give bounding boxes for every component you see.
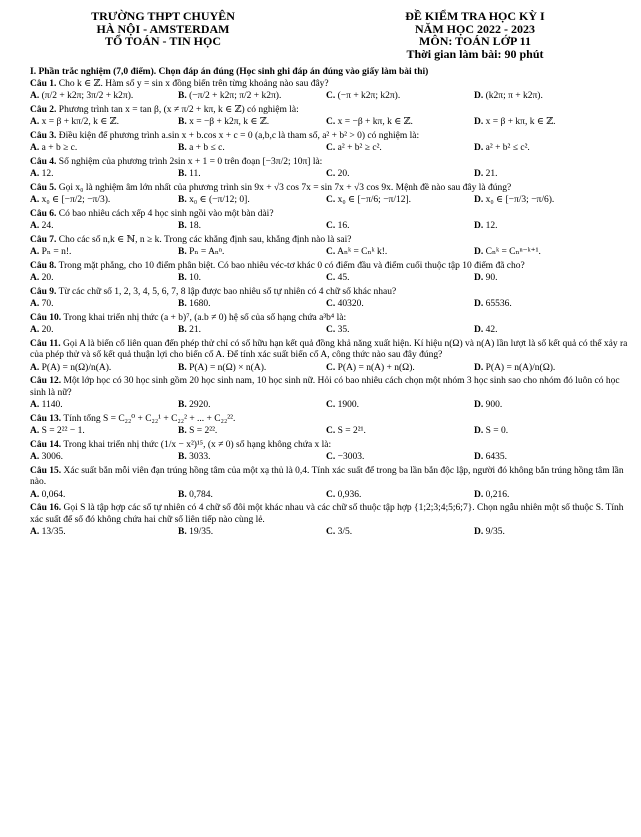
option-letter: B. [178, 400, 187, 410]
answer-option [474, 527, 622, 539]
answer-option [178, 325, 326, 337]
option-text: 20. [337, 169, 350, 179]
answer-option [326, 247, 474, 259]
option-text: 0,936. [337, 489, 362, 500]
option-text: a + b ≤ c. [189, 143, 225, 153]
option-letter: B. [178, 195, 187, 205]
answer-option [30, 452, 178, 464]
answer-option [326, 363, 474, 375]
option-text: P(A) = n(Ω) × n(A). [189, 362, 267, 373]
option-text: a² + b² ≥ c². [337, 143, 382, 153]
option-text: x₀ ∈ [−π/6; −π/12]. [337, 195, 412, 205]
question-number: Câu 4. [30, 156, 57, 167]
answer-option [178, 273, 326, 285]
option-letter: B. [178, 221, 187, 231]
question-number: Câu 8. [30, 260, 57, 271]
question-text: Một lớp học có 30 học sinh gồm 20 học sinh nam, 10 học sinh nữ. Hỏi có bao nhiêu cách chọn một nhóm 3 học sinh sao cho nhóm đó luôn có học sinh là nữ? [30, 376, 620, 398]
option-letter: C. [326, 195, 336, 205]
question-number: Câu 10. [30, 312, 62, 323]
option-letter: C. [326, 221, 336, 231]
option-letter: D. [474, 221, 484, 231]
answer-option [30, 299, 178, 311]
question [30, 414, 630, 438]
school-block [38, 10, 288, 48]
option-letter: D. [474, 143, 484, 153]
option-letter: A. [30, 273, 40, 283]
school-line-3: TỔ TOÁN - TIN HỌC [104, 34, 222, 48]
option-text: x₀ ∈ [−π/2; −π/3). [41, 195, 111, 205]
answer-option [326, 325, 474, 337]
answer-option [474, 247, 622, 259]
option-letter: C. [326, 299, 336, 309]
option-letter: A. [30, 362, 40, 373]
exam-content [30, 67, 630, 541]
answer-option [178, 527, 326, 539]
question [30, 466, 630, 502]
question-number: Câu 16. [30, 503, 62, 513]
option-text: 1140. [41, 400, 63, 410]
question [30, 287, 630, 311]
option-text: S = 0. [485, 426, 509, 436]
option-text: P(A) = n(Ω)/n(A). [41, 362, 112, 373]
option-letter: D. [474, 527, 484, 537]
option-letter: D. [474, 195, 484, 205]
option-text: 42. [485, 325, 498, 335]
option-text: 35. [337, 325, 350, 335]
question [30, 376, 630, 412]
answer-option [326, 221, 474, 233]
option-text: 0,064. [41, 489, 66, 500]
option-text: 0,784. [189, 489, 213, 500]
option-text: 20. [41, 273, 54, 283]
question-number: Câu 3. [30, 130, 57, 141]
answer-option [30, 363, 178, 375]
option-text: x = β + kπ, k ∈ ℤ. [485, 117, 556, 127]
option-text: (−π/2 + k2π; π/2 + k2π). [189, 91, 282, 101]
question-text: Tính tổng S = C₂₂⁰ + C₂₂¹ + C₂₂² + ... + C₂₂²². [63, 413, 236, 424]
answer-options [30, 325, 630, 337]
question-text: Trong mặt phẳng, cho 10 điểm phân biệt. Có bao nhiêu véc-tơ khác 0 có điểm đầu và điểm cuối thuộc tập 10 điểm đã cho? [58, 260, 525, 271]
option-text: Aₙᵏ = Cₙᵏ k!. [337, 247, 388, 257]
exam-header [0, 10, 641, 70]
question [30, 157, 630, 181]
question [30, 79, 630, 103]
answer-options [30, 299, 630, 311]
answer-option [178, 117, 326, 129]
answer-option [30, 490, 178, 502]
answer-option [474, 273, 622, 285]
answer-options [30, 117, 630, 129]
option-text: 11. [189, 169, 201, 179]
answer-option [326, 169, 474, 181]
answer-option [326, 143, 474, 155]
option-letter: B. [178, 325, 187, 335]
question-number: Câu 12. [30, 376, 62, 386]
question-number: Câu 14. [30, 439, 62, 450]
option-letter: D. [474, 452, 484, 462]
option-letter: C. [326, 91, 336, 101]
option-letter: A. [30, 527, 40, 537]
option-text: x₀ ∈ [−π/3; −π/6). [485, 195, 555, 205]
question-text: Số nghiệm của phương trình 2sin x + 1 = 0 trên đoạn [−3π/2; 10π] là: [58, 156, 323, 167]
option-letter: A. [30, 169, 40, 179]
answer-option [30, 91, 178, 103]
option-text: (−π + k2π; k2π). [337, 91, 401, 101]
option-text: 18. [189, 221, 201, 231]
option-text: 24. [41, 221, 54, 231]
answer-option [474, 299, 622, 311]
option-letter: C. [326, 325, 336, 335]
answer-option [326, 117, 474, 129]
option-letter: A. [30, 247, 40, 257]
question-text: Trong khai triển nhị thức (a + b)⁷, (a.b ≠ 0) hệ số của số hạng chứa a³b⁴ là: [63, 312, 347, 323]
option-text: P(A) = n(A)/n(Ω). [485, 362, 556, 373]
option-text: 1900. [337, 400, 359, 410]
question-text: Điều kiện để phương trình a.sin x + b.cos x + c = 0 (a,b,c là tham số, a² + b² > 0) có nghiệm là: [58, 130, 420, 141]
answer-option [326, 490, 474, 502]
answer-option [30, 273, 178, 285]
answer-option [326, 400, 474, 412]
option-text: 6435. [485, 452, 507, 462]
answer-options [30, 221, 630, 233]
option-letter: B. [178, 489, 187, 500]
option-text: 9/35. [485, 527, 505, 537]
answer-option [178, 247, 326, 259]
answer-options [30, 490, 630, 502]
answer-option [30, 195, 178, 207]
option-letter: D. [474, 489, 484, 500]
section-title: I. Phần trắc nghiệm (7,0 điểm). Chọn đáp án đúng (Học sinh ghi đáp án đúng vào giấy làm bài thi) [30, 67, 429, 77]
answer-option [474, 400, 622, 412]
answer-options [30, 426, 630, 438]
question-text: Có bao nhiêu cách xếp 4 học sinh ngồi vào một bàn dài? [58, 208, 274, 219]
option-letter: A. [30, 452, 40, 462]
answer-option [30, 400, 178, 412]
option-text: 19/35. [189, 527, 214, 537]
option-text: Cₙᵏ = Cₙⁿ⁻ᵏ⁺¹. [485, 247, 541, 257]
option-letter: C. [326, 247, 336, 257]
option-text: 900. [485, 400, 503, 410]
option-text: 3033. [189, 452, 211, 462]
option-letter: C. [326, 452, 336, 462]
option-letter: C. [326, 362, 336, 373]
option-text: 20. [41, 325, 54, 335]
question-list [30, 79, 630, 539]
option-letter: B. [178, 91, 187, 101]
option-letter: C. [326, 426, 336, 436]
option-text: a + b ≥ c. [41, 143, 78, 153]
answer-option [30, 143, 178, 155]
option-letter: D. [474, 91, 484, 101]
answer-options [30, 195, 630, 207]
answer-option [30, 426, 178, 438]
question [30, 339, 630, 375]
answer-option [30, 117, 178, 129]
question [30, 105, 630, 129]
option-text: 2920. [189, 400, 211, 410]
school-line-2: HÀ NỘI - AMSTERDAM [96, 21, 230, 36]
option-letter: B. [178, 527, 187, 537]
option-letter: D. [474, 273, 484, 283]
school-year: NĂM HỌC 2022 - 2023 [415, 21, 535, 36]
answer-option [178, 143, 326, 155]
option-text: 0,216. [485, 489, 510, 500]
answer-option [178, 299, 326, 311]
option-letter: A. [30, 325, 40, 335]
option-text: 16. [337, 221, 350, 231]
answer-option [326, 426, 474, 438]
question-number: Câu 6. [30, 208, 57, 219]
option-text: 13/35. [41, 527, 66, 537]
exam-info-block [330, 10, 620, 60]
option-letter: D. [474, 299, 484, 309]
option-text: x = −β + k2π, k ∈ ℤ. [189, 117, 270, 127]
option-text: x = −β + kπ, k ∈ ℤ. [337, 117, 413, 127]
option-letter: B. [178, 452, 187, 462]
option-text: Pₙ = n!. [41, 247, 72, 257]
answer-options [30, 452, 630, 464]
option-letter: C. [326, 143, 336, 153]
question-number: Câu 13. [30, 413, 62, 424]
option-letter: D. [474, 169, 484, 179]
option-text: (π/2 + k2π; 3π/2 + k2π). [41, 91, 134, 101]
option-letter: B. [178, 247, 187, 257]
option-letter: C. [326, 489, 336, 500]
answer-option [30, 221, 178, 233]
question-text: Phương trình tan x = tan β, (x ≠ π/2 + kπ, k ∈ ℤ) có nghiệm là: [58, 104, 299, 115]
option-letter: A. [30, 91, 40, 101]
question-number: Câu 2. [30, 104, 57, 115]
question [30, 313, 630, 337]
answer-option [326, 273, 474, 285]
answer-option [178, 91, 326, 103]
option-letter: C. [326, 117, 336, 127]
question-text: Cho các số n,k ∈ ℕ, n ≥ k. Trong các khẳng định sau, khẳng định nào là sai? [58, 234, 352, 245]
answer-option [178, 221, 326, 233]
answer-option [474, 143, 622, 155]
option-letter: B. [178, 273, 187, 283]
question-text: Gọi S là tập hợp các số tự nhiên có 4 chữ số đôi một khác nhau và các chữ số thuộc tập hợp {1;2;3;4;5;6;7}. Chọn ngẫu nhiên một số thuộc S. Tính xác suất để số đó không chứa hai chữ số liên tiếp nào cùng lẻ. [30, 503, 624, 525]
option-text: 3/5. [337, 527, 353, 537]
subject: MÔN: TOÁN LỚP 11 [419, 34, 531, 48]
option-letter: B. [178, 426, 187, 436]
answer-option [474, 426, 622, 438]
answer-option [474, 169, 622, 181]
question-text: Gọi x₀ là nghiệm âm lớn nhất của phương trình sin 9x + √3 cos 7x = sin 7x + √3 cos 9x. Mệnh đề nào sau đây là đúng? [58, 182, 512, 193]
answer-options [30, 91, 630, 103]
option-letter: A. [30, 489, 40, 500]
answer-option [30, 325, 178, 337]
answer-option [474, 221, 622, 233]
answer-option [326, 452, 474, 464]
option-letter: A. [30, 195, 40, 205]
option-text: 40320. [337, 299, 364, 309]
option-text: Pₙ = Aₙⁿ. [189, 247, 225, 257]
option-letter: B. [178, 117, 187, 127]
option-letter: A. [30, 143, 40, 153]
answer-options [30, 247, 630, 259]
option-text: x = β + kπ/2, k ∈ ℤ. [41, 117, 119, 127]
question-text: Xác suất bắn mỗi viên đạn trúng hồng tâm của một xạ thủ là 0,4. Tính xác suất để trong ba lần bắn độc lập, người đó không bắn trúng hồng tâm lần nào. [30, 465, 624, 487]
answer-option [178, 363, 326, 375]
school-line-1: TRƯỜNG THPT CHUYÊN [91, 9, 235, 23]
answer-option [474, 117, 622, 129]
answer-option [178, 195, 326, 207]
answer-option [30, 527, 178, 539]
option-text: a² + b² ≤ c². [485, 143, 530, 153]
option-text: 65536. [485, 299, 512, 309]
answer-option [326, 195, 474, 207]
question-text: Từ các chữ số 1, 2, 3, 4, 5, 6, 7, 8 lập được bao nhiêu số tự nhiên có 4 chữ số khác nhau? [58, 286, 397, 297]
answer-option [178, 490, 326, 502]
answer-option [178, 400, 326, 412]
answer-option [30, 247, 178, 259]
option-text: 12. [485, 221, 498, 231]
option-letter: A. [30, 117, 40, 127]
option-letter: A. [30, 426, 40, 436]
option-letter: A. [30, 221, 40, 231]
answer-option [474, 91, 622, 103]
option-text: 12. [41, 169, 54, 179]
option-text: (k2π; π + k2π). [485, 91, 543, 101]
answer-option [474, 325, 622, 337]
option-text: 3006. [41, 452, 63, 462]
question-number: Câu 9. [30, 286, 57, 297]
answer-options [30, 273, 630, 285]
question-number: Câu 7. [30, 234, 57, 245]
option-letter: C. [326, 169, 336, 179]
question-text: Trong khai triển nhị thức (1/x − x²)¹⁵, (x ≠ 0) số hạng không chứa x là: [63, 439, 332, 450]
option-text: S = 2²² − 1. [41, 426, 85, 436]
option-letter: D. [474, 400, 484, 410]
answer-option [474, 195, 622, 207]
question [30, 131, 630, 155]
answer-options [30, 169, 630, 181]
answer-options [30, 400, 630, 412]
answer-options [30, 527, 630, 539]
option-letter: C. [326, 273, 336, 283]
question-number: Câu 15. [30, 465, 62, 476]
answer-option [178, 169, 326, 181]
option-text: −3003. [337, 452, 365, 462]
question [30, 235, 630, 259]
option-letter: B. [178, 143, 187, 153]
question [30, 183, 630, 207]
answer-option [178, 426, 326, 438]
option-letter: C. [326, 400, 336, 410]
option-text: S = 2²². [189, 426, 218, 436]
option-letter: B. [178, 299, 187, 309]
option-text: 21. [189, 325, 201, 335]
exam-title: ĐỀ KIỂM TRA HỌC KỲ I [405, 9, 545, 23]
answer-option [474, 363, 622, 375]
answer-option [474, 452, 622, 464]
option-text: 70. [41, 299, 54, 309]
duration: Thời gian làm bài: 90 phút [406, 46, 544, 61]
question [30, 209, 630, 233]
question-text: Cho k ∈ ℤ. Hàm số y = sin x đồng biến trên từng khoảng nào sau đây? [58, 78, 329, 89]
option-text: x₀ ∈ (−π/12; 0]. [189, 195, 250, 205]
question-number: Câu 1. [30, 78, 57, 89]
option-letter: C. [326, 527, 336, 537]
option-letter: D. [474, 426, 484, 436]
option-text: 45. [337, 273, 350, 283]
option-letter: D. [474, 362, 484, 373]
answer-option [178, 452, 326, 464]
option-text: 21. [485, 169, 498, 179]
question [30, 440, 630, 464]
answer-option [326, 527, 474, 539]
option-letter: B. [178, 169, 187, 179]
question [30, 261, 630, 285]
question-text: Gọi A là biến cố liên quan đến phép thử chỉ có số hữu hạn kết quả đồng khả năng xuất hiện. Kí hiệu n(Ω) và n(A) lần lượt là số kết quả có thể xảy ra của phép thử và số kết quả thuận lợi cho biến cố A. Để tính xác suất biến cố A, công thức nào sau đây đúng? [30, 338, 628, 360]
option-text: 90. [485, 273, 498, 283]
option-letter: D. [474, 247, 484, 257]
option-letter: B. [178, 362, 187, 373]
option-letter: D. [474, 325, 484, 335]
answer-option [30, 169, 178, 181]
option-text: 10. [189, 273, 201, 283]
answer-option [326, 299, 474, 311]
question-number: Câu 5. [30, 182, 57, 193]
option-text: S = 2²¹. [337, 426, 366, 436]
option-text: P(A) = n(A) + n(Ω). [337, 362, 415, 373]
option-text: 1680. [189, 299, 211, 309]
option-letter: A. [30, 299, 40, 309]
answer-options [30, 143, 630, 155]
answer-options [30, 363, 630, 375]
question-number: Câu 11. [30, 338, 61, 349]
option-letter: A. [30, 400, 40, 410]
question [30, 503, 630, 539]
answer-option [474, 490, 622, 502]
answer-option [326, 91, 474, 103]
option-letter: D. [474, 117, 484, 127]
